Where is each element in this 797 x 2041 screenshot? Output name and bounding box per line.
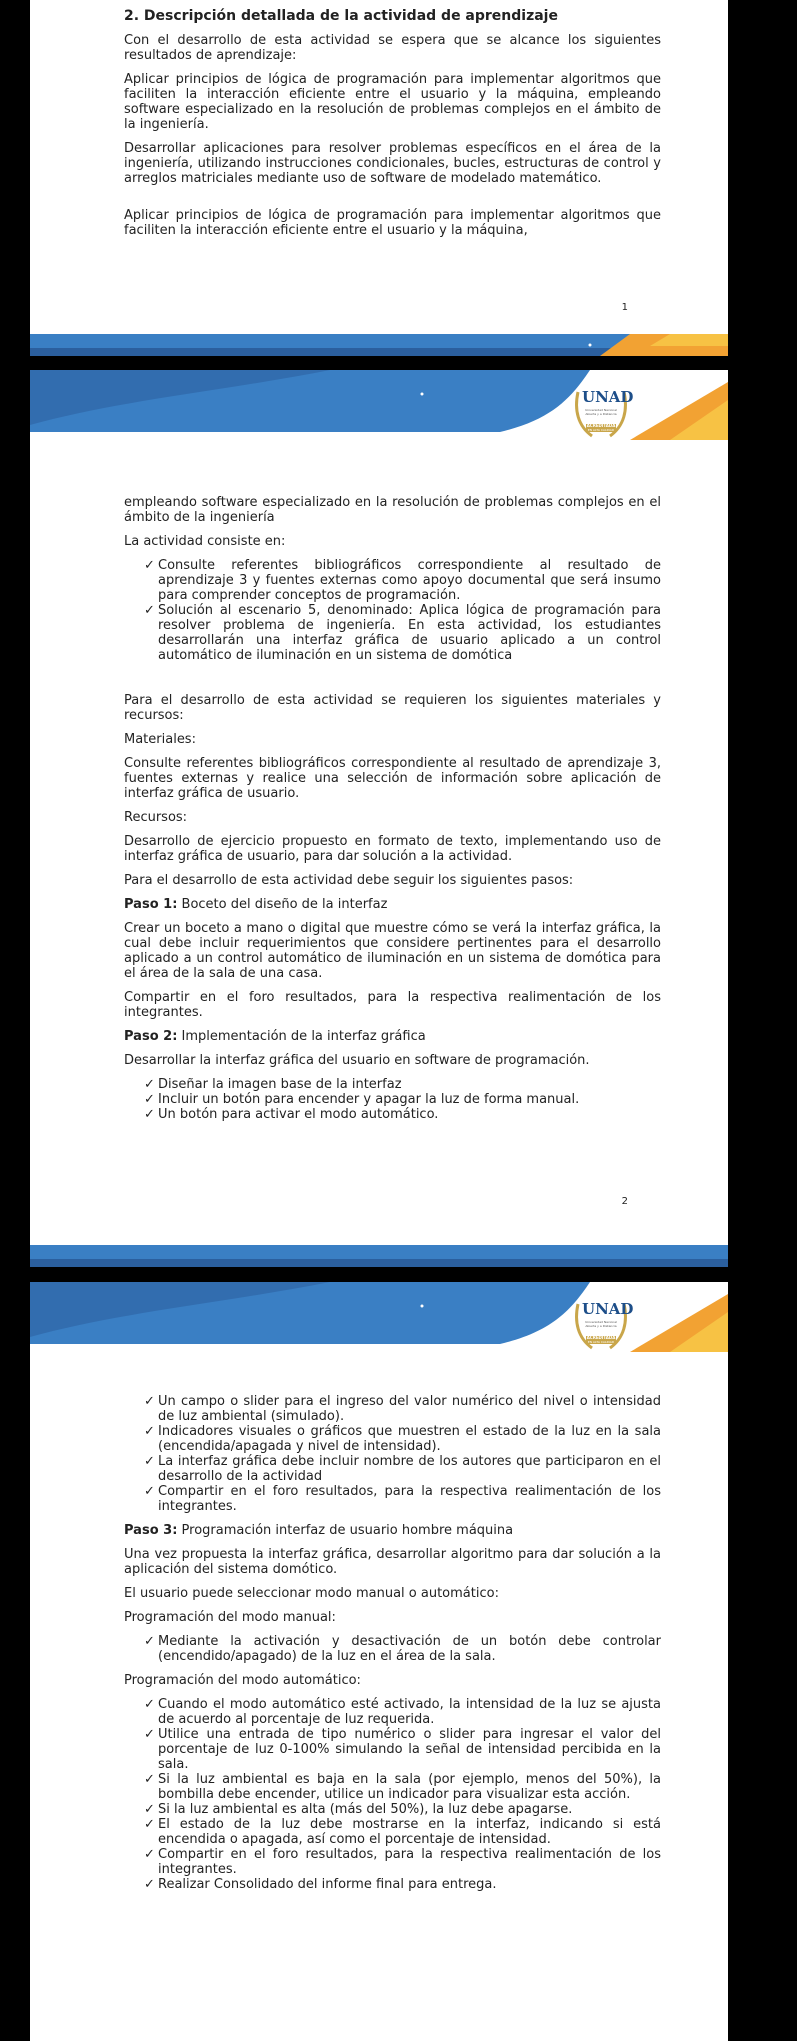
step-3-heading: Paso 3: Programación interfaz de usuario hombre máquina <box>124 1523 514 1538</box>
list-item: ✓ Compartir en el foro resultados, para la respectiva realimentación de los integrantes. <box>144 1484 661 1514</box>
check-icon: ✓ <box>144 603 155 618</box>
check-icon: ✓ <box>144 1454 155 1469</box>
step-2-text: Desarrollar la interfaz gráfica del usuario en software de programación. <box>124 1053 590 1068</box>
materials-text: Consulte referentes bibliográficos correspondiente al resultado de aprendizaje 3, fuentes externas y realice una selección de información sobre aplicación de interfaz gráfica de usuario. <box>124 756 661 801</box>
check-icon: ✓ <box>144 1424 155 1439</box>
activity-list <box>124 558 661 663</box>
logo-badge-sub: EN ALTA CALIDAD <box>587 1340 615 1344</box>
resources-label: Recursos: <box>124 810 188 825</box>
logo-badge: ACREDITADA <box>586 1335 616 1340</box>
step-2-heading: Paso 2: Implementación de la interfaz gráfica <box>124 1029 426 1044</box>
step-1-heading: Paso 1: Boceto del diseño de la interfaz <box>124 897 388 912</box>
logo-wordmark: UNAD <box>582 388 634 406</box>
list-item: ✓ El estado de la luz debe mostrarse en la interfaz, indicando si está encendida o apagada, así como el porcentaje de intensidad. <box>144 1817 661 1847</box>
list-item: ✓ Si la luz ambiental es alta (más del 50%), la luz debe apagarse. <box>144 1802 573 1817</box>
list-item: ✓ Un botón para activar el modo automático. <box>144 1107 439 1122</box>
document-page-3 <box>30 1282 728 2041</box>
unad-logo <box>572 382 634 440</box>
intro-paragraph: Con el desarrollo de esta actividad se espera que se alcance los siguientes resultados de aprendizaje: <box>124 33 661 63</box>
logo-badge-sub: EN ALTA CALIDAD <box>587 428 615 432</box>
page-2-content <box>124 495 661 1131</box>
page-number: 2 <box>621 1196 628 1207</box>
check-icon: ✓ <box>144 558 155 573</box>
step-1-text: Crear un boceto a mano o digital que muestre cómo se verá la interfaz gráfica, la cual debe incluir requerimientos que considere pertinentes para el desarrollo aplicado a un control automático de iluminación en un sistema de domótica para el área de la sala de una casa. <box>124 921 661 981</box>
logo-subtitle: Universidad Nacional Abierta y a Distancia <box>585 408 617 416</box>
document-page-1 <box>30 0 728 356</box>
learning-result-3-start: Aplicar principios de lógica de programación para implementar algoritmos que faciliten la interacción eficiente entre el usuario y la máquina, <box>124 208 661 238</box>
logo-badge: ACREDITADA <box>586 423 616 428</box>
logo-wordmark: UNAD <box>582 1300 634 1318</box>
check-icon: ✓ <box>144 1847 155 1862</box>
step-2-list <box>124 1077 661 1122</box>
check-icon: ✓ <box>144 1697 155 1712</box>
page-number: 1 <box>621 302 628 313</box>
requirements-intro: Para el desarrollo de esta actividad se requieren los siguientes materiales y recursos: <box>124 693 661 723</box>
unad-logo <box>572 1294 634 1352</box>
materials-label: Materiales: <box>124 732 196 747</box>
step-1-share: Compartir en el foro resultados, para la respectiva realimentación de los integrantes. <box>124 990 661 1020</box>
check-icon: ✓ <box>144 1877 155 1892</box>
page-3-content <box>124 1394 661 1901</box>
learning-result-3-end: empleando software especializado en la resolución de problemas complejos en el ámbito de la ingeniería <box>124 495 661 525</box>
check-icon: ✓ <box>144 1092 155 1107</box>
list-item: ✓ Si la luz ambiental es baja en la sala (por ejemplo, menos del 50%), la bombilla debe encender, utilice un indicador para visualizar esta acción. <box>144 1772 661 1802</box>
list-item: ✓ Un campo o slider para el ingreso del valor numérico del nivel o intensidad de luz ambiental (simulado). <box>144 1394 661 1424</box>
check-icon: ✓ <box>144 1634 155 1649</box>
step-3-text: Una vez propuesta la interfaz gráfica, desarrollar algoritmo para dar solución a la aplicación del sistema domótico. <box>124 1547 661 1577</box>
check-icon: ✓ <box>144 1772 155 1787</box>
list-item: ✓ Realizar Consolidado del informe final para entrega. <box>144 1877 497 1892</box>
auto-mode-label: Programación del modo automático: <box>124 1673 361 1688</box>
check-icon: ✓ <box>144 1107 155 1122</box>
document-page-2 <box>30 370 728 1267</box>
check-icon: ✓ <box>144 1727 155 1742</box>
logo-subtitle: Universidad Nacional Abierta y a Distancia <box>585 1320 617 1328</box>
list-item: ✓ Mediante la activación y desactivación de un botón debe controlar (encendido/apagado) de la luz en el área de la sala. <box>144 1634 661 1664</box>
resources-text: Desarrollo de ejercicio propuesto en formato de texto, implementando uso de interfaz gráfica de usuario, para dar solución a la actividad. <box>124 834 661 864</box>
check-icon: ✓ <box>144 1817 155 1832</box>
manual-mode-list <box>124 1634 661 1664</box>
list-item: ✓ Utilice una entrada de tipo numérico o slider para ingresar el valor del porcentaje de luz 0-100% simulando la señal de intensidad percibida en la sala. <box>144 1727 661 1772</box>
activity-intro: La actividad consiste en: <box>124 534 286 549</box>
footer-band <box>30 334 728 356</box>
check-icon: ✓ <box>144 1077 155 1092</box>
check-icon: ✓ <box>144 1802 155 1817</box>
list-item: ✓ Incluir un botón para encender y apagar la luz de forma manual. <box>144 1092 580 1107</box>
section-title: 2. Descripción detallada de la actividad de aprendizaje <box>124 8 558 24</box>
page-1-content <box>124 8 661 247</box>
learning-result-1: Aplicar principios de lógica de programación para implementar algoritmos que faciliten la interacción eficiente entre el usuario y la máquina, empleando software especializado en la resolución de problemas complejos en el ámbito de la ingeniería. <box>124 72 661 132</box>
list-item: ✓ La interfaz gráfica debe incluir nombre de los autores que participaron en el desarrollo de la actividad <box>144 1454 661 1484</box>
list-item: ✓ Consulte referentes bibliográficos correspondiente al resultado de aprendizaje 3 y fuentes externas como apoyo documental que será insumo para comprender conceptos de programación. <box>144 558 661 603</box>
list-item: ✓ Cuando el modo automático esté activado, la intensidad de la luz se ajusta de acuerdo al porcentaje de luz requerida. <box>144 1697 661 1727</box>
list-item: ✓ Solución al escenario 5, denominado: Aplica lógica de programación para resolver problema de ingeniería. En esta actividad, los estudiantes desarrollarán una interfaz gráfica de usuario aplicado a un control automático de iluminación en un sistema de domótica <box>144 603 661 663</box>
auto-mode-list <box>124 1697 661 1892</box>
manual-mode-label: Programación del modo manual: <box>124 1610 336 1625</box>
list-item: ✓ Compartir en el foro resultados, para la respectiva realimentación de los integrantes. <box>144 1847 661 1877</box>
check-icon: ✓ <box>144 1394 155 1409</box>
step-2-list-continued <box>124 1394 661 1514</box>
steps-intro: Para el desarrollo de esta actividad debe seguir los siguientes pasos: <box>124 873 574 888</box>
footer-band <box>30 1245 728 1267</box>
mode-select-text: El usuario puede seleccionar modo manual o automático: <box>124 1586 499 1601</box>
learning-result-2: Desarrollar aplicaciones para resolver problemas específicos en el área de la ingeniería, utilizando instrucciones condicionales, bucles, estructuras de control y arreglos matriciales mediante uso de software de modelado matemático. <box>124 141 661 186</box>
list-item: ✓ Indicadores visuales o gráficos que muestren el estado de la luz en la sala (encendida/apagada y nivel de intensidad). <box>144 1424 661 1454</box>
list-item: ✓ Diseñar la imagen base de la interfaz <box>144 1077 402 1092</box>
check-icon: ✓ <box>144 1484 155 1499</box>
